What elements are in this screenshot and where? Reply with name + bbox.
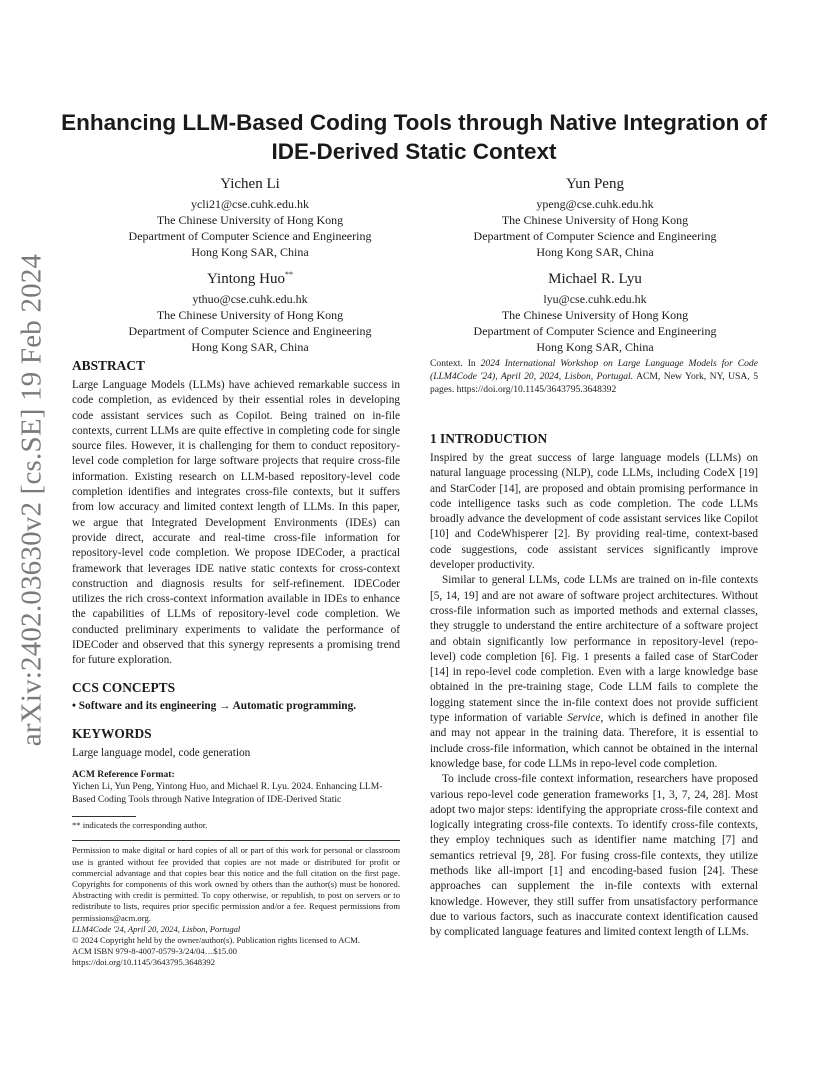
author-affiliation: The Chinese University of Hong Kong [501,213,689,227]
author-email: ypeng@cse.cuhk.edu.hk [536,197,654,211]
copyright-line: © 2024 Copyright held by the owner/author(s). Publication rights licensed to ACM. [72,935,360,946]
intro-p2-part-a: Similar to general LLMs, code LLMs are trained on in-file contexts [5, 14, 19] and are not aware of software project architectures. Without cross-file information such as imported methods and external classes, they struggle to understand the entire architecture of a software project and obtain significantly low performance in repository-level (repo-level) code completion [6]. Fig. 1 presents a failed case of StarCoder [14] in repo-level code completion. Even with a large knowledge base obtained in the pre-training stage, Code LLM fails to complete the logging statement since the in-file context does not provide sufficient type information of variable [430,574,758,725]
arxiv-id-text: arXiv:2402.03630v2 [cs.SE] 19 Feb 2024 [15,253,48,747]
footnote-rule [72,816,136,817]
introduction-heading: 1 INTRODUCTION [430,431,548,446]
author-name: Yintong Huo** [207,270,293,287]
ccs-text: • Software and its engineering → Automatic programming. [72,699,357,712]
author-location: Hong Kong SAR, China [191,340,309,354]
intro-p2-part-b: , which is defined in another file and may not appear in the training data. Therefore, it is essential to include cross-file information, which cannot be obtained in the internal knowledge base, for code LLMs in repo-level code completion. [430,712,758,770]
footnote-text: ** indicateds the corresponding author. [72,820,208,831]
author-location: Hong Kong SAR, China [191,245,309,259]
arxiv-identifier [15,253,48,747]
context-rest: ACM, New York, NY, USA, 5 pages. https://doi.org/10.1145/3643795.3648392 [430,371,758,395]
author-email: ycli21@cse.cuhk.edu.hk [190,197,310,211]
intro-paragraph-1: Inspired by the great success of large language models (LLMs) on natural language processing (NLP), code LLMs, including CodeX [19] and StarCoder [14], are proposed and obtain promising performance in code intelligence tasks such as code completion. The code LLMs broadly advance the development of code assistant services like Copilot [10] and CodeWhisperer [2]. By providing real-time, context-based code suggestions, code assistant services significantly improve developer productivity. [430,452,758,572]
author-email: lyu@cse.cuhk.edu.hk [543,292,647,306]
author-department: Department of Computer Science and Engineering [128,229,372,243]
author-department: Department of Computer Science and Engineering [128,324,372,338]
reference-context [430,357,758,396]
author-name: Yichen Li [220,176,280,192]
keywords-heading: KEYWORDS [72,725,152,741]
isbn-line: ACM ISBN 979-8-4007-0579-3/24/04…$15.00 [72,946,237,957]
author-name: Yun Peng [566,176,624,192]
author-block [425,265,765,355]
venue-line: LLM4Code '24, April 20, 2024, Lisbon, Portugal [72,923,241,934]
right-column [430,357,758,941]
author-location: Hong Kong SAR, China [536,340,654,354]
author-name: Michael R. Lyu [548,271,642,287]
author-block [80,265,420,355]
author-affiliation: The Chinese University of Hong Kong [156,308,344,322]
author-department: Department of Computer Science and Engineering [473,229,717,243]
context-lead: Context. In [430,358,481,369]
author-email: ythuo@cse.cuhk.edu.hk [192,292,308,306]
author-block [80,170,420,260]
author-affiliation: The Chinese University of Hong Kong [501,308,689,322]
permission-notice: Permission to make digital or hard copies of all or part of this work for personal or classroom use is granted without fee provided that copies are not made or distributed for profit or commercial advantage and that copies bear this notice and the full citation on the first page. Copyrights for components of this work owned by others than the author(s) must be honored. Abstracting with credit is permitted. To copy otherwise, or republish, to post on servers or to redistribute to lists, requires prior specific permission and/or a fee. Request permissions from permissions@acm.org. [72,845,400,923]
doi-line: https://doi.org/10.1145/3643795.3648392 [72,957,215,968]
ccs-heading: CCS CONCEPTS [72,679,176,695]
keywords-text: Large language model, code generation [72,746,251,759]
acm-reference-heading: ACM Reference Format: [72,769,175,781]
abstract-heading: ABSTRACT [72,358,145,373]
author-affiliation: The Chinese University of Hong Kong [156,213,344,227]
author-department: Department of Computer Science and Engineering [473,324,717,338]
left-column [72,357,400,969]
abstract-text: Large Language Models (LLMs) have achieved remarkable success in code completion, as evidenced by their essential roles in developing code assistant services such as Copilot. Being trained on in-file contexts, current LLMs are quite effective in completing code for single source files. However, it is challenging for them to conduct repository-level code completion for large software projects that require cross-file information. Existing research on LLM-based repository-level code completion identifies and integrates cross-file contexts, but it suffers from low accuracy and limited context length of LLMs. In this paper, we argue that Integrated Development Environments (IDEs) can provide direct, accurate and real-time cross-file information for repository-level code completion. We propose IDECoder, a practical framework that leverages IDE native static contexts for cross-context construction and diagnosis results for self-refinement. IDECoder utilizes the rich cross-context information available in IDEs to enhance the capabilities of LLMs of repository-level code completion. We conducted preliminary experiments to validate the performance of IDECoder and observed that this synergy represents a promising trend for future exploration. [72,379,400,667]
intro-p2-service: Service [567,712,601,725]
author-block [425,170,765,260]
acm-reference-text: Yichen Li, Yun Peng, Yintong Huo, and Michael R. Lyu. 2024. Enhancing LLM-Based Coding Tools through Native Integration of IDE-Derived Static [72,781,383,806]
intro-paragraph-2 [430,573,758,772]
permission-rule [72,840,400,841]
intro-paragraph-3: To include cross-file context information, researchers have proposed various repo-level code generation frameworks [1, 3, 7, 24, 28]. Most adopt two major steps: identifying the appropriate cross-file context and logically integrating cross-file contexts. To identify cross-file contexts, they employ techniques such as identifier name matching [7] and semantics retrieval [9, 28]. For fusing cross-file contexts, they utilize methods like all-import [1] and encoding-based fusion [24]. These approaches can supplement the in-file contexts with external knowledge. However, they still suffer from unsatisfactory performance due to various factors, such as inaccurate context identification caused by complicated language features and limited context length of LLMs. [430,773,758,939]
context-venue: 2024 International Workshop on Large Language Models for Code (LLM4Code '24), April 20, 2024, Lisbon, Portugal. [430,358,758,382]
paper-title: Enhancing LLM-Based Coding Tools through Native Integration of IDE-Derived Static Context [61,110,767,164]
author-location: Hong Kong SAR, China [536,245,654,259]
